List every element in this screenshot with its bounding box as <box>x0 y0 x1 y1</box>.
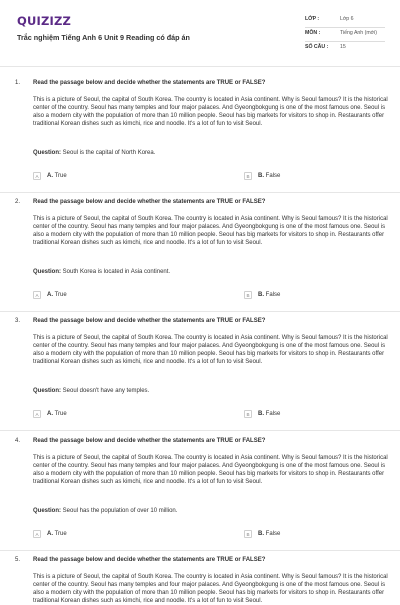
question-text: South Korea is located in Asia continent. <box>62 269 171 275</box>
option-key: A. <box>47 411 53 417</box>
option-text: True <box>54 411 67 417</box>
option-key: B. <box>258 292 264 298</box>
option-text: False <box>265 531 281 537</box>
option-letter-box: B <box>244 172 252 180</box>
option-letter-box: B <box>244 291 252 299</box>
question-number: 4. <box>15 438 21 444</box>
option-text: False <box>265 173 281 179</box>
reading-passage: This is a picture of Seoul, the capital of South Korea. The country is located in Asia continent. Why is Seoul famous? It is the historical center of the country. Seoul has many temples and four major palaces. And Gyeongbokgung is one of the most famous one. Seoul is also a modern city with the population of more than 10 million people. Seoul has big markets for visitors to shop in. Restaurants offer traditional Korean dishes such as kimchi, rice and noodle. It's a lot of fun to visit Seoul. <box>33 574 388 605</box>
divider <box>0 311 400 312</box>
reading-passage: This is a picture of Seoul, the capital of South Korea. The country is located in Asia continent. Why is Seoul famous? It is the historical center of the country. Seoul has many temples and four major palaces. And Gyeongbokgung is one of the most famous one. Seoul is also a modern city with the population of more than 10 million people. Seoul has big markets for visitors to shop in. Restaurants offer traditional Korean dishes such as kimchi, rice and noodle. It's a lot of fun to visit Seoul. <box>33 335 388 366</box>
option-b[interactable] <box>244 172 280 180</box>
option-a[interactable] <box>33 172 67 180</box>
option-letter-box: A <box>33 172 41 180</box>
divider <box>0 66 400 67</box>
option-key: A. <box>47 292 53 298</box>
question-label: Question: <box>33 508 61 514</box>
option-label <box>258 411 280 417</box>
question-instruction: Read the passage below and decide whether the statements are TRUE or FALSE? <box>33 80 266 86</box>
option-key: B. <box>258 411 264 417</box>
meta-label: SỐ CÂU : <box>305 44 329 50</box>
option-letter-box: A <box>33 530 41 538</box>
question-stem <box>33 388 149 394</box>
divider <box>0 192 400 193</box>
question-instruction: Read the passage below and decide whether the statements are TRUE or FALSE? <box>33 318 266 324</box>
question-stem <box>33 508 177 514</box>
option-label <box>258 292 280 298</box>
option-key: A. <box>47 531 53 537</box>
option-a[interactable] <box>33 291 67 299</box>
option-label <box>47 531 67 537</box>
reading-passage: This is a picture of Seoul, the capital of South Korea. The country is located in Asia continent. Why is Seoul famous? It is the historical center of the country. Seoul has many temples and four major palaces. And Gyeongbokgung is one of the most famous one. Seoul is also a modern city with the population of more than 10 million people. Seoul has big markets for visitors to shop in. Restaurants offer traditional Korean dishes such as kimchi, rice and noodle. It's a lot of fun to visit Seoul. <box>33 97 388 128</box>
meta-value: Tiếng Anh (mới) <box>340 30 377 36</box>
option-letter-box: B <box>244 530 252 538</box>
question-label: Question: <box>33 269 61 275</box>
question-stem <box>33 269 170 275</box>
option-key: B. <box>258 173 264 179</box>
question-instruction: Read the passage below and decide whether the statements are TRUE or FALSE? <box>33 557 266 563</box>
option-b[interactable] <box>244 530 280 538</box>
page-title: Trắc nghiệm Tiếng Anh 6 Unit 9 Reading có đáp án <box>17 33 190 42</box>
question-instruction: Read the passage below and decide whether the statements are TRUE or FALSE? <box>33 438 266 444</box>
question-text: Seoul has the population of over 10 million. <box>62 508 178 514</box>
question-instruction: Read the passage below and decide whether the statements are TRUE or FALSE? <box>33 199 266 205</box>
option-label <box>47 411 67 417</box>
option-text: True <box>54 173 67 179</box>
option-label <box>258 531 280 537</box>
reading-passage: This is a picture of Seoul, the capital of South Korea. The country is located in Asia continent. Why is Seoul famous? It is the historical center of the country. Seoul has many temples and four major palaces. And Gyeongbokgung is one of the most famous one. Seoul is also a modern city with the population of more than 10 million people. Seoul has big markets for visitors to shop in. Restaurants offer traditional Korean dishes such as kimchi, rice and noodle. It's a lot of fun to visit Seoul. <box>33 455 388 486</box>
meta-table <box>305 14 385 55</box>
meta-label: LỚP : <box>305 16 320 22</box>
question-number: 2. <box>15 199 21 205</box>
option-key: A. <box>47 173 53 179</box>
question-stem <box>33 150 155 156</box>
meta-value: 15 <box>340 44 346 50</box>
page-header <box>0 0 400 62</box>
option-label <box>47 292 67 298</box>
question-number: 5. <box>15 557 21 563</box>
question-text: Seoul is the capital of North Korea. <box>62 150 156 156</box>
meta-row-count <box>305 42 385 55</box>
option-text: True <box>54 292 67 298</box>
option-label <box>47 173 67 179</box>
option-key: B. <box>258 531 264 537</box>
option-a[interactable] <box>33 530 67 538</box>
question-number: 1. <box>15 80 21 86</box>
reading-passage: This is a picture of Seoul, the capital of South Korea. The country is located in Asia continent. Why is Seoul famous? It is the historical center of the country. Seoul has many temples and four major palaces. And Gyeongbokgung is one of the most famous one. Seoul is also a modern city with the population of more than 10 million people. Seoul has big markets for visitors to shop in. Restaurants offer traditional Korean dishes such as kimchi, rice and noodle. It's a lot of fun to visit Seoul. <box>33 216 388 247</box>
option-text: True <box>54 531 67 537</box>
meta-value: Lớp 6 <box>340 16 354 22</box>
meta-label: MÔN : <box>305 30 321 36</box>
option-b[interactable] <box>244 291 280 299</box>
divider <box>0 430 400 431</box>
option-a[interactable] <box>33 410 67 418</box>
option-letter-box: A <box>33 410 41 418</box>
question-text: Seoul doesn't have any temples. <box>62 388 150 394</box>
option-text: False <box>265 292 281 298</box>
question-number: 3. <box>15 318 21 324</box>
option-letter-box: A <box>33 291 41 299</box>
option-label <box>258 173 280 179</box>
question-label: Question: <box>33 150 61 156</box>
meta-row-class <box>305 14 385 28</box>
option-letter-box: B <box>244 410 252 418</box>
question-label: Question: <box>33 388 61 394</box>
divider <box>0 550 400 551</box>
option-text: False <box>265 411 281 417</box>
quizizz-logo: QUIZIZZ <box>17 14 72 28</box>
meta-row-subject <box>305 28 385 42</box>
option-b[interactable] <box>244 410 280 418</box>
